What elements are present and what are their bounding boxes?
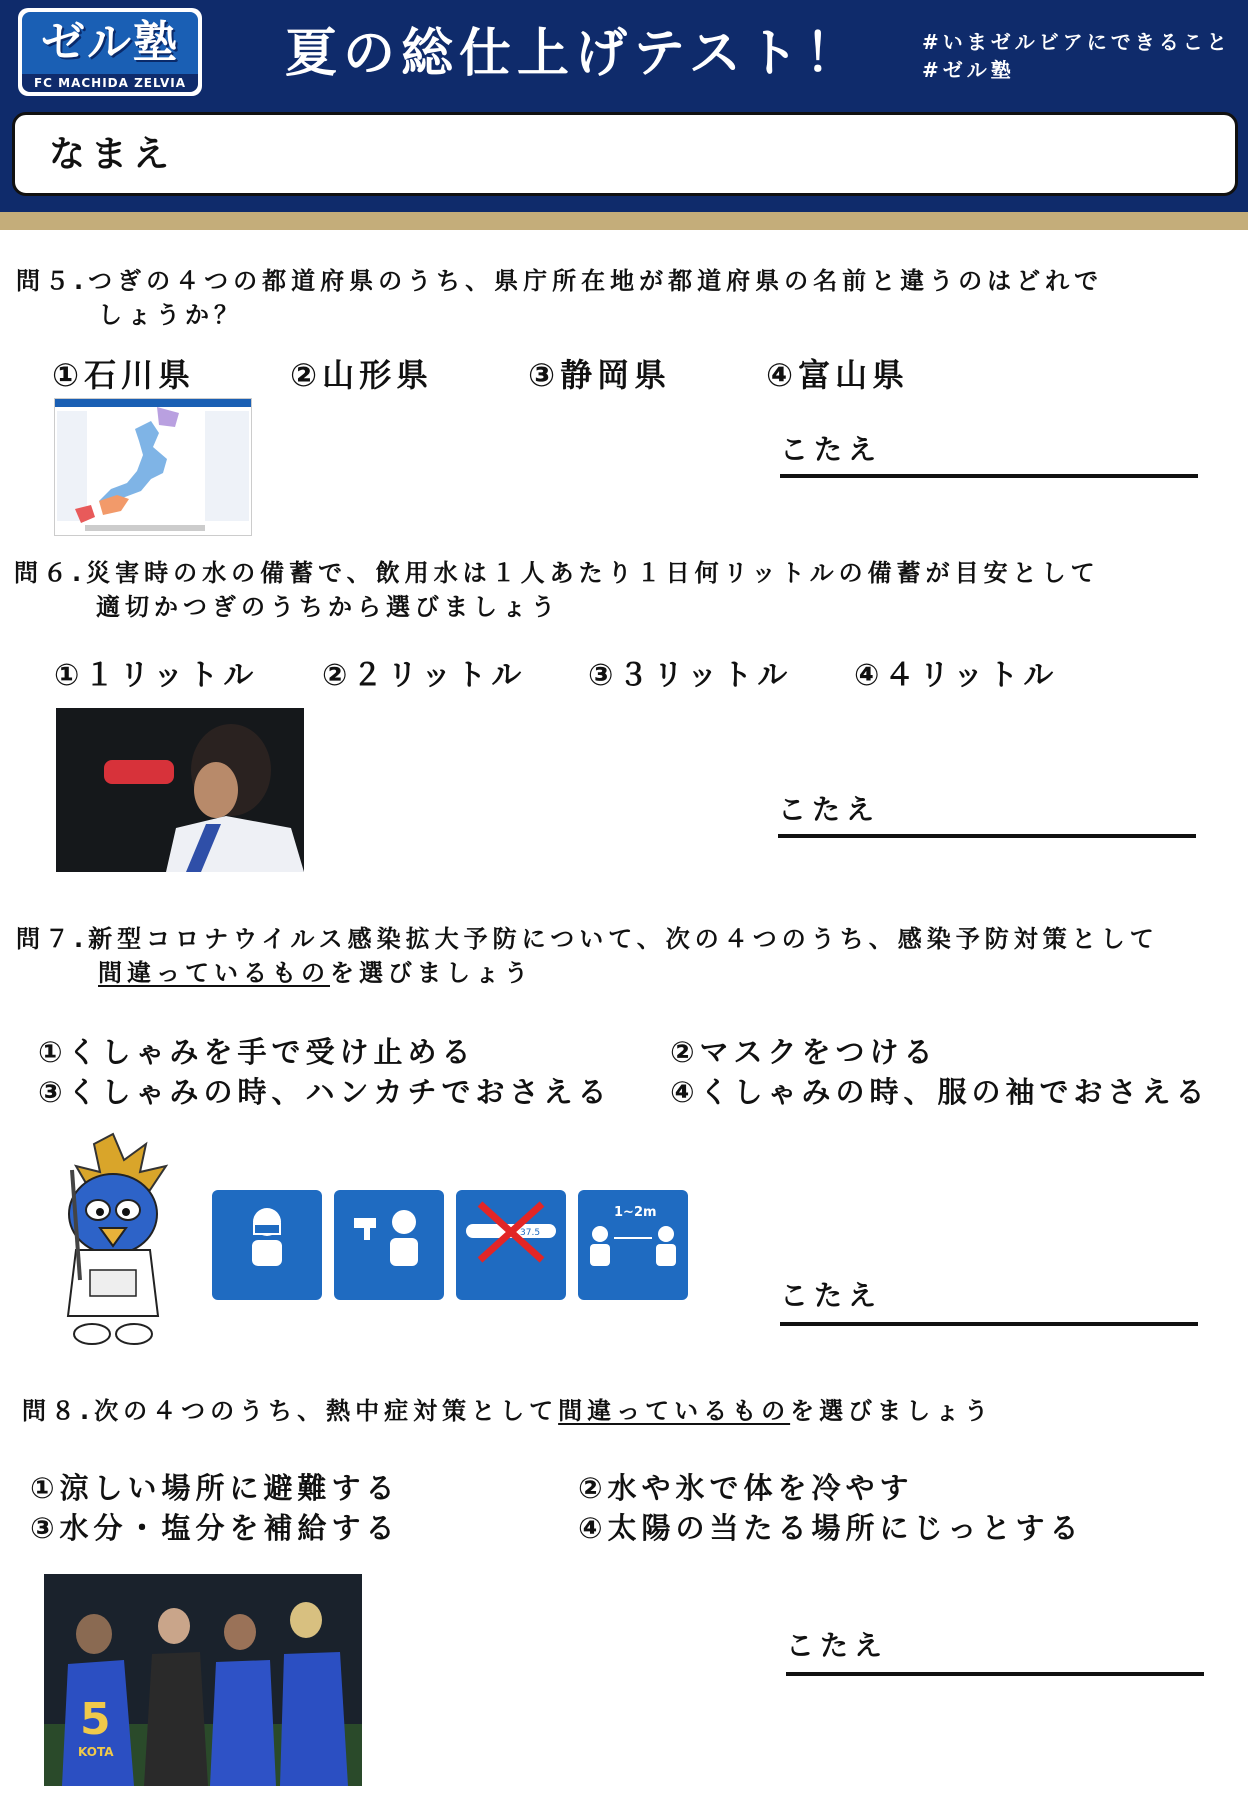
hashtag-2: #ゼル塾 [922,58,1015,82]
q6-choice-1: ①１リットル [54,658,259,693]
jersey-name: KOTA [78,1745,114,1759]
player-drinking-photo [56,708,304,872]
q6-line1: 問６.災害時の水の備蓄で、飲用水は１人あたり１日何リットルの備蓄が目安として [14,559,1100,587]
q8-choice-1: ①涼しい場所に避難する [30,1471,400,1505]
header-banner [0,0,1248,112]
q7-line1: 問７.新型コロナウイルス感染拡大予防について、次の４つのうち、感染予防対策として [16,925,1159,953]
q6-answer-line[interactable] [778,834,1196,838]
q8-answer-line[interactable] [786,1672,1204,1676]
q7-choice-2: ②マスクをつける [670,1035,938,1069]
q5-answer-line[interactable] [780,474,1198,478]
q5-choice-2: ②山形県 [290,356,434,394]
q5-choice-4: ④富山県 [766,356,910,394]
q6-choice-3: ③３リットル [588,658,793,693]
name-field[interactable] [12,112,1238,196]
q5-line2: しょうか？ [98,301,243,329]
zelvia-mascot-image [50,1130,176,1350]
team-hydration-photo [44,1574,362,1786]
q6-choice-2: ②２リットル [322,658,527,693]
logo-subtitle: FC MACHIDA ZELVIA [22,74,198,92]
q6-text [14,556,1234,624]
q6-line2: 適切かつぎのうちから選びましょう [96,593,560,621]
hashtag-1: #いまゼルビアにできること [922,30,1231,54]
q6-answer-label: こたえ [778,793,881,826]
q7-answer-label: こたえ [780,1279,883,1312]
q7-underlined: 間違っているもの [98,959,330,987]
q8-choice-4: ④太陽の当たる場所にじっとする [578,1511,1084,1545]
q8-text [22,1394,1242,1428]
q6-choice-4: ④４リットル [854,658,1059,693]
mask-sign [212,1190,322,1300]
social-distance-sign [578,1190,688,1300]
zelvia-logo [18,8,202,96]
q7-choice-3: ③くしゃみの時、ハンカチでおさえる [38,1075,612,1109]
hand-sanitizer-sign [334,1190,444,1300]
q5-line1: 問５.つぎの４つの都道府県のうち、県庁所在地が都道府県の名前と違うのはどれで [16,267,1104,295]
q7-text [16,922,1248,990]
q8-text-before: 問８.次の４つのうち、熱中症対策として [22,1397,559,1425]
q7-answer-line[interactable] [780,1322,1198,1326]
q8-underlined: 間違っているもの [558,1397,791,1425]
q5-text [16,264,1236,332]
name-label: なまえ [49,134,176,175]
q8-choice-2: ②水や氷で体を冷やす [578,1471,914,1505]
q5-choice-1: ①石川県 [52,356,196,394]
q8-answer-label: こたえ [786,1629,889,1662]
q7-choice-1: ①くしゃみを手で受け止める [38,1035,476,1069]
q8-choice-3: ③水分・塩分を補給する [30,1511,400,1545]
mask-sign-caption [216,1284,318,1292]
jersey-number: 5 [80,1694,111,1745]
q7-line2-rest: を選びましょう [330,959,533,987]
distance-value: 1~2m [614,1205,657,1220]
temperature-value: 37.5 [520,1228,541,1238]
sanitizer-sign-caption [338,1284,440,1292]
q8-text-after: を選びましょう [790,1397,994,1425]
temperature-sign-caption [460,1284,562,1292]
distance-sign-caption [582,1284,684,1292]
q5-answer-label: こたえ [780,433,883,466]
q5-choice-3: ③静岡県 [528,356,672,394]
test-title: 夏の総仕上げテスト！ [285,24,863,84]
temperature-sign [456,1190,566,1300]
q7-choice-4: ④くしゃみの時、服の袖でおさえる [670,1075,1210,1109]
logo-text: ゼル塾 [22,12,198,74]
hashtags [922,28,1231,84]
japan-map-image [54,398,252,536]
gold-strip [0,212,1248,230]
